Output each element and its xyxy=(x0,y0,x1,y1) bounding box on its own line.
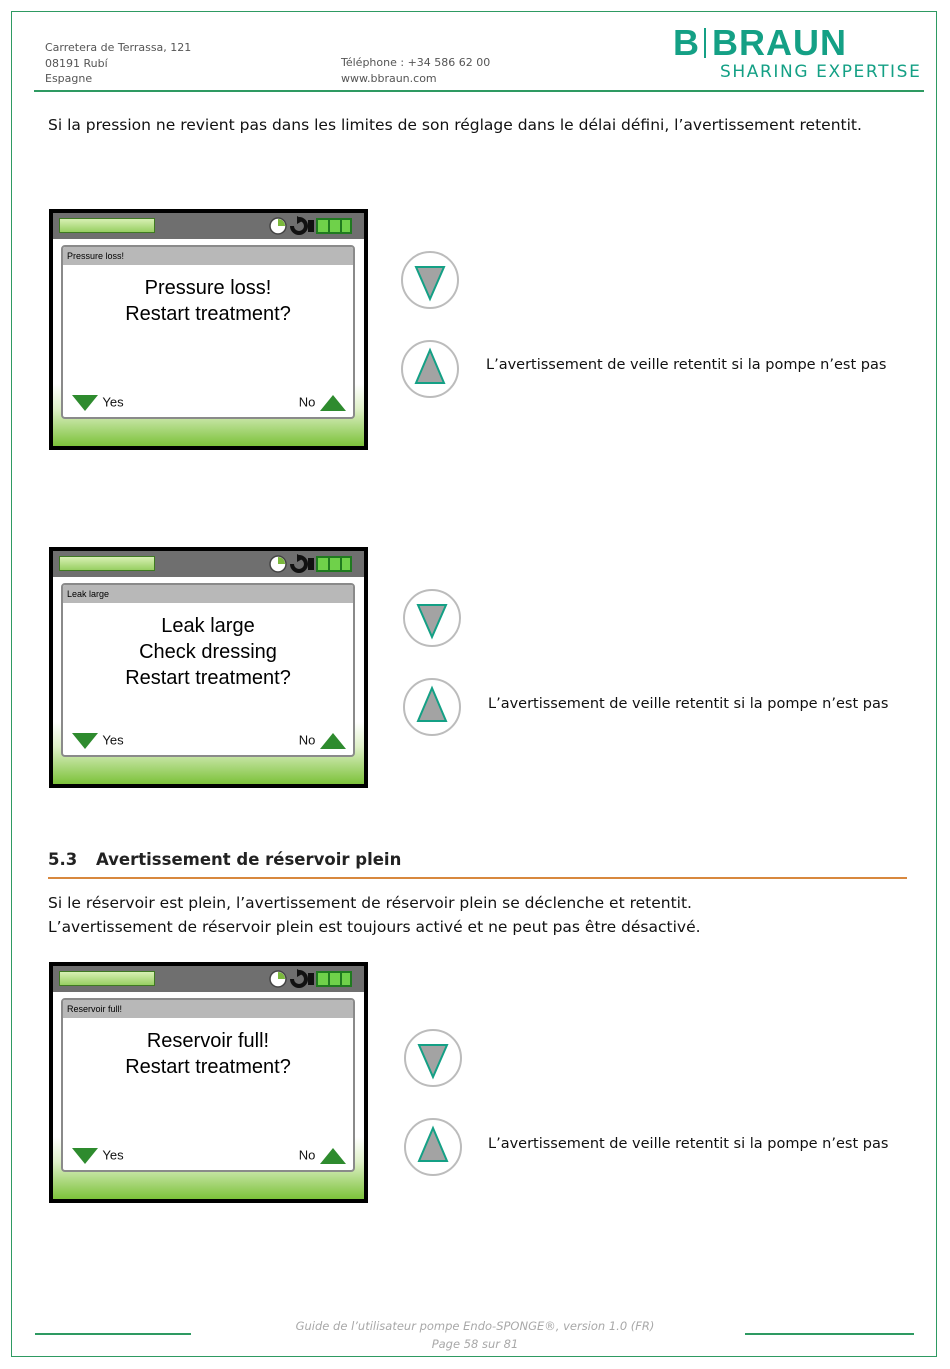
status-icons xyxy=(268,216,360,236)
section-paragraph: Si le réservoir est plein, l’avertissement de réservoir plein se déclenche et retentit. xyxy=(48,894,692,912)
logo-tagline: SHARING EXPERTISE xyxy=(720,62,922,82)
yes-option[interactable]: Yes xyxy=(71,732,124,750)
dialog-title: Leak large xyxy=(63,585,353,603)
progress-field xyxy=(59,556,155,571)
no-option[interactable]: No xyxy=(299,732,347,750)
down-key-icon xyxy=(401,251,459,309)
screen-body xyxy=(53,239,364,446)
status-bar xyxy=(53,966,364,992)
triangle-down-icon xyxy=(71,732,99,750)
key-caption: L’avertissement de veille retentit si la pompe n’est pas xyxy=(488,1136,889,1152)
triangle-up-icon xyxy=(319,394,347,412)
no-option[interactable]: No xyxy=(299,1147,347,1165)
footer-rule-left xyxy=(35,1333,191,1335)
website-link[interactable]: www.bbraun.com xyxy=(341,71,437,85)
footer-guide-title: Guide de l’utilisateur pompe Endo-SPONGE®, version 1.0 (FR) xyxy=(295,1319,655,1333)
section-title: Avertissement de réservoir plein xyxy=(96,850,402,869)
progress-field xyxy=(59,218,155,233)
no-option[interactable]: No xyxy=(299,394,347,412)
message-line: Pressure loss! xyxy=(144,277,272,299)
status-icons xyxy=(268,969,360,989)
key-caption: L’avertissement de veille retentit si la pompe n’est pas xyxy=(488,696,889,712)
screen-body xyxy=(53,577,364,784)
message-line: Restart treatment? xyxy=(125,303,291,325)
dialog-title: Pressure loss! xyxy=(63,247,353,265)
dialog-message xyxy=(63,1028,353,1080)
progress-field xyxy=(59,971,155,986)
alarm-dialog xyxy=(61,583,355,757)
dialog-message xyxy=(63,275,353,327)
section-heading xyxy=(48,850,401,869)
triangle-down-icon xyxy=(71,1147,99,1165)
section-number: 5.3 xyxy=(48,850,78,869)
alarm-dialog xyxy=(61,998,355,1172)
dialog-message xyxy=(63,613,353,691)
device-screen xyxy=(49,209,368,450)
contact-block xyxy=(341,55,490,86)
triangle-up-icon xyxy=(319,1147,347,1165)
up-key-icon xyxy=(401,340,459,398)
status-bar xyxy=(53,213,364,239)
message-line: Reservoir full! xyxy=(146,1030,270,1052)
device-screen xyxy=(49,547,368,788)
yes-option[interactable]: Yes xyxy=(71,394,124,412)
address-line: Carretera de Terrassa, 121 xyxy=(45,41,192,54)
triangle-down-icon xyxy=(71,394,99,412)
yes-option[interactable]: Yes xyxy=(71,1147,124,1165)
address-line: Espagne xyxy=(45,72,93,85)
section-paragraph: L’avertissement de réservoir plein est toujours activé et ne peut pas être désactivé. xyxy=(48,918,701,936)
message-line: Leak large xyxy=(161,615,255,637)
phone-text: Téléphone : +34 586 62 00 xyxy=(341,56,491,69)
header-divider xyxy=(34,90,924,92)
message-line: Restart treatment? xyxy=(125,667,291,689)
status-bar xyxy=(53,551,364,577)
footer-rule-right xyxy=(745,1333,914,1335)
intro-paragraph: Si la pression ne revient pas dans les limites de son réglage dans le délai défini, l’avertissement retentit. xyxy=(48,116,862,134)
message-line: Check dressing xyxy=(139,641,277,663)
up-key-icon xyxy=(403,678,461,736)
screen-body xyxy=(53,992,364,1199)
down-key-icon xyxy=(404,1029,462,1087)
up-key-icon xyxy=(404,1118,462,1176)
device-screen xyxy=(49,962,368,1203)
address-block xyxy=(45,40,191,87)
triangle-up-icon xyxy=(319,732,347,750)
footer-page-number: Page 58 sur 81 xyxy=(431,1337,519,1351)
status-icons xyxy=(268,554,360,574)
address-line: 08191 Rubí xyxy=(45,56,108,70)
bbraun-logo: B BRAUN SHARING EXPERTISE xyxy=(673,22,922,82)
down-key-icon xyxy=(403,589,461,647)
dialog-title: Reservoir full! xyxy=(63,1000,353,1018)
key-caption: L’avertissement de veille retentit si la pompe n’est pas xyxy=(486,357,887,373)
section-divider xyxy=(48,877,907,879)
alarm-dialog xyxy=(61,245,355,419)
message-line: Restart treatment? xyxy=(125,1056,291,1078)
